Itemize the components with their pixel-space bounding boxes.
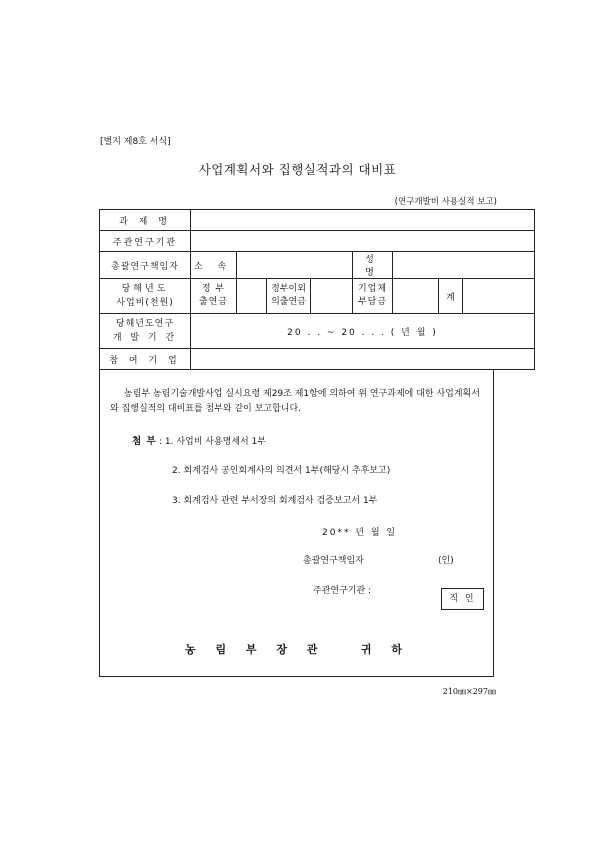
attachment-item-1: : 1. 사업비 사용명세서 1부 <box>159 437 267 447</box>
project-name-value <box>191 210 535 231</box>
gov-contribution-value <box>237 279 267 314</box>
corporate-share-value <box>393 279 439 314</box>
gov-label-line2: 출연금 <box>198 297 229 307</box>
nongov-contribution-value <box>311 279 353 314</box>
table-row-budget <box>100 279 535 314</box>
period-label-line2: 개 발 기 간 <box>112 333 178 343</box>
official-seal-box: 직 인 <box>441 588 484 610</box>
document-subtitle: (연구개발비 사용실적 보고) <box>394 197 497 207</box>
nongov-label-line1: 정부이외 <box>271 284 306 294</box>
attachment-item-3: 3. 회계검사 관련 부서장의 회계검사 검증보고서 1부 <box>172 496 378 506</box>
institution-label: 주관연구기관 <box>100 231 191 252</box>
total-label: 계 <box>439 279 463 314</box>
info-table <box>99 209 535 370</box>
nongov-contribution-label <box>267 279 311 314</box>
table-row-project <box>100 210 535 231</box>
budget-label <box>100 279 191 314</box>
name-value <box>393 252 535 279</box>
period-label <box>100 314 191 349</box>
period-value: 20 . . ~ 20 . . . ( 년 월 ) <box>191 314 535 349</box>
attachment-label: 첨 부 <box>132 436 157 447</box>
researcher-seal-mark: (인) <box>438 556 454 566</box>
table-row-institution <box>100 231 535 252</box>
budget-label-line2: 사업비(천원) <box>116 298 174 308</box>
corp-label-line1: 기업체 <box>357 284 388 294</box>
nongov-label-line2: 의출연금 <box>271 297 306 307</box>
addressee: 농 림 부 장 관 귀 하 <box>184 643 411 656</box>
corp-label-line2: 부담금 <box>357 297 388 307</box>
corporate-share-label <box>353 279 393 314</box>
total-value <box>463 279 535 314</box>
table-row-participants <box>100 349 535 370</box>
gov-label-line1: 정 부 <box>201 284 226 294</box>
period-label-line1: 당해년도연구 <box>115 319 175 329</box>
form-number-label: [별지 제8호 서식] <box>100 137 171 147</box>
budget-label-line1: 당해년도 <box>121 284 169 294</box>
institution-value <box>191 231 535 252</box>
report-date: 20** 년 월 일 <box>322 528 398 538</box>
paper-size-note: 210㎜×297㎜ <box>442 687 496 696</box>
report-body <box>99 369 494 677</box>
institution-sign-label: 주관연구기관 : <box>313 586 372 596</box>
attachment-item-2: 2. 회계검사 공인회계사의 의견서 1부(해당시 추후보고) <box>172 466 391 476</box>
researcher-sign-label: 총괄연구책임자 <box>303 556 364 566</box>
document-title: 사업계획서와 집행실적과의 대비표 <box>198 162 397 177</box>
researcher-label: 총괄연구책임자 <box>100 252 191 279</box>
affiliation-value <box>237 252 353 279</box>
gov-contribution-label <box>191 279 237 314</box>
project-name-label: 과 제 명 <box>100 210 191 231</box>
table-row-period <box>100 314 535 349</box>
name-label: 성 명 <box>353 252 393 279</box>
participants-label: 참 여 기 업 <box>100 349 191 370</box>
table-row-researcher <box>100 252 535 279</box>
participants-value <box>191 349 535 370</box>
report-paragraph: 농림부 농림기술개발사업 실시요령 제29조 제1항에 의하여 위 연구과제에 대한 사업계획서와 집행실적의 대비표를 첨부와 같이 보고합니다. <box>110 389 480 414</box>
affiliation-label: 소 속 <box>191 252 237 279</box>
